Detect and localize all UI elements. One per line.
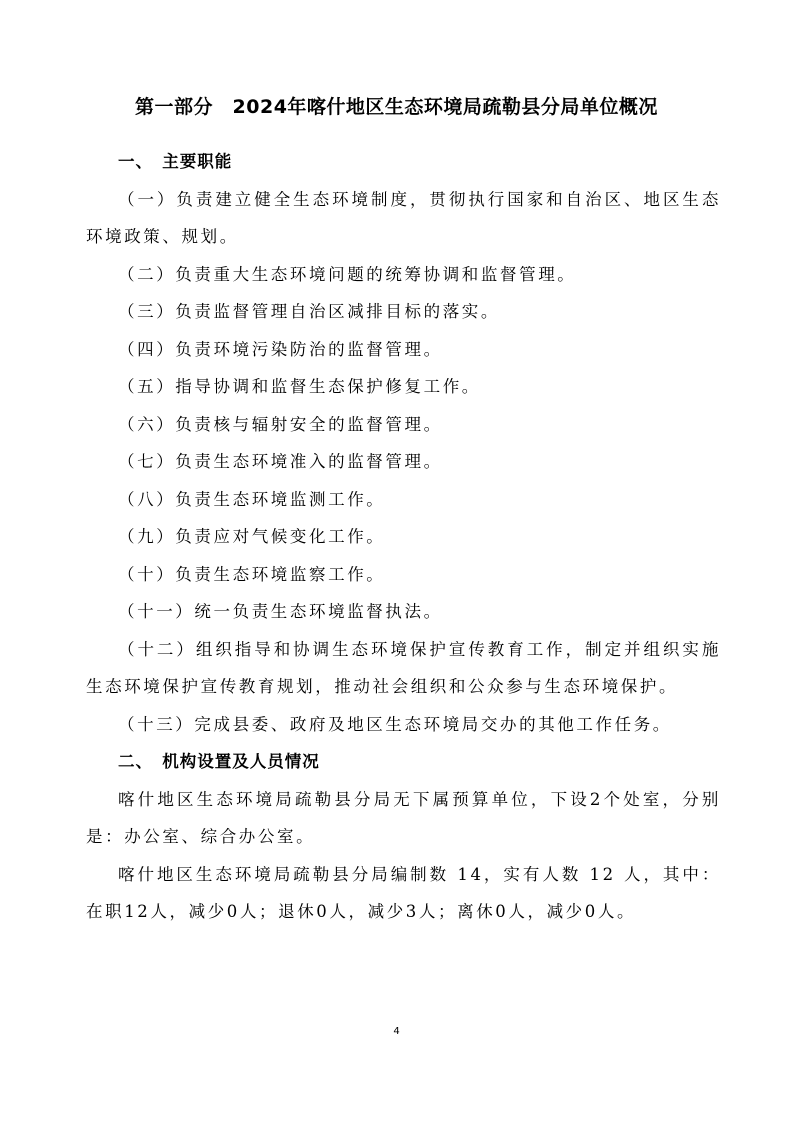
function-item-6: （六）负责核与辐射安全的监督管理。	[118, 414, 443, 434]
organization-paragraph: 喀什地区生态环境局疏勒县分局无下属预算单位，下设2个处室，分别是：办公室、综合办公室。	[86, 789, 721, 846]
function-item-1: （一）负责建立健全生态环境制度，贯彻执行国家和自治区、地区生态环境政策、规划。	[86, 189, 721, 246]
function-item-4: （四）负责环境污染防治的监督管理。	[118, 339, 443, 359]
function-item-8: （八）负责生态环境监测工作。	[118, 489, 386, 509]
function-item-3: （三）负责监督管理自治区减排目标的落实。	[118, 302, 500, 321]
function-item-11: （十一）统一负责生态环境监督执法。	[118, 602, 443, 621]
page-title: 第一部分 2024年喀什地区生态环境局疏勒县分局单位概况	[135, 96, 658, 118]
document-body	[86, 143, 721, 931]
function-item-5: （五）指导协调和监督生态保护修复工作。	[118, 377, 481, 396]
function-item-7: （七）负责生态环境准入的监督管理。	[118, 452, 443, 471]
function-item-2: （二）负责重大生态环境问题的统筹协调和监督管理。	[118, 264, 577, 284]
page-number: 4	[393, 1026, 400, 1037]
function-item-13: （十三）完成县委、政府及地区生态环境局交办的其他工作任务。	[118, 714, 672, 734]
section-heading-main-functions: 一、 主要职能	[118, 152, 233, 171]
section-heading-organization-staffing: 二、 机构设置及人员情况	[118, 752, 320, 771]
function-item-10: （十）负责生态环境监察工作。	[118, 564, 386, 584]
function-item-9: （九）负责应对气候变化工作。	[118, 527, 386, 546]
staffing-paragraph: 喀什地区生态环境局疏勒县分局编制数 14，实有人数 12 人，其中：在职12人，减少0人；退休0人，减少3人；离休0人，减少0人。	[86, 864, 721, 921]
function-item-12: （十二）组织指导和协调生态环境保护宣传教育工作，制定并组织实施生态环境保护宣传教育规划，推动社会组织和公众参与生态环境保护。	[86, 639, 721, 696]
